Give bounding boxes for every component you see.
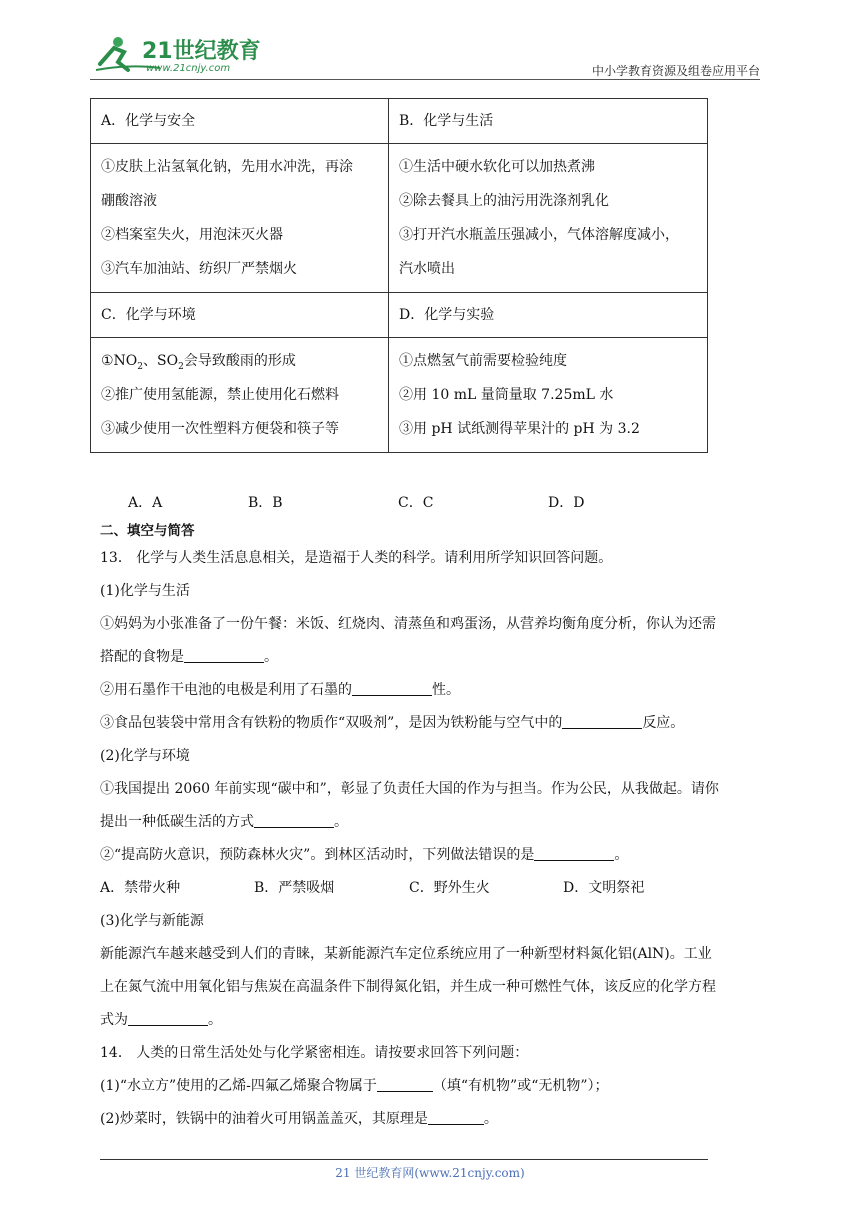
option-a-line: ③汽车加油站、纺织厂严禁烟火 [101, 261, 297, 277]
answer-blank[interactable] [377, 1077, 433, 1092]
21cnjy-logo [90, 34, 270, 76]
option-c-line: ②推广使用氢能源，禁止使用化石燃料 [101, 387, 339, 403]
option-d-line: ①点燃氢气前需要检验纯度 [399, 353, 567, 369]
q13-part3-title: (3)化学与新能源 [100, 913, 204, 929]
footer-link[interactable]: 21 世纪教育网(www.21cnjy.com) [335, 1166, 525, 1180]
answer-blank[interactable] [534, 846, 614, 861]
choice-b[interactable]: B．B [248, 495, 283, 511]
option-a-line: 硼酸溶液 [101, 193, 157, 209]
option-b-line: 汽水喷出 [399, 261, 455, 277]
answer-blank[interactable] [184, 648, 264, 663]
choice-c[interactable]: C．C [398, 495, 434, 511]
option-c-heading: C．化学与环境 [91, 293, 389, 338]
option-b-heading: B．化学与生活 [389, 99, 708, 144]
q13-part3-line1: 新能源汽车越来越受到人们的青睐，某新能源汽车定位系统应用了一种新型材料氮化铝(AlN)。工业 [100, 946, 712, 962]
option-a-body [91, 144, 389, 293]
question-content [100, 520, 762, 1136]
svg-text:www.21cnjy.com: www.21cnjy.com [146, 63, 231, 74]
answer-blank[interactable] [128, 1011, 208, 1026]
q14-part1: (1)“水立方”使用的乙烯-四氟乙烯聚合物属于 （填“有机物”或“无机物”）； [100, 1078, 609, 1094]
q13-part2-item1: ①我国提出 2060 年前实现“碳中和”，彰显了负责任大国的作为与担当。作为公民，从我做起。请你 [100, 781, 719, 797]
option-d-body [389, 338, 708, 453]
answer-blank[interactable] [352, 681, 432, 696]
option-c-line: $①NO_2$、$SO_2$会导致酸雨的形成 [101, 353, 296, 372]
option-d-heading: D．化学与实验 [389, 293, 708, 338]
option-b-body [389, 144, 708, 293]
q13-part1-item3: ③食品包装袋中常用含有铁粉的物质作“双吸剂”，是因为铁粉能与空气中的 反应。 [100, 715, 685, 731]
option-d-line: ③用 pH 试纸测得苹果汁的 pH 为 3.2 [399, 421, 640, 437]
q13-part3-line2: 上在氮气流中用氧化铝与焦炭在高温条件下制得氮化铝，并生成一种可燃性气体，该反应的化学方程 [100, 979, 716, 995]
choice-d[interactable]: D．D [548, 495, 585, 511]
option-b[interactable]: B．严禁吸烟 [254, 880, 335, 896]
answer-choices [128, 492, 688, 512]
q13-part2-item2: ②“提高防火意识，预防森林火灾”。到林区活动时，下列做法错误的是 。 [100, 847, 629, 863]
q13-part2-title: (2)化学与环境 [100, 748, 190, 764]
answer-blank[interactable] [562, 714, 642, 729]
answer-blank[interactable] [428, 1110, 484, 1125]
q14-part2: (2)炒菜时，铁锅中的油着火可用锅盖盖灭，其原理是 。 [100, 1111, 498, 1127]
svg-text:21世纪教育: 21世纪教育 [142, 39, 261, 64]
option-b-line: ②除去餐具上的油污用洗涤剂乳化 [399, 193, 609, 209]
q13-part1-item1-cont: 搭配的食物是 。 [100, 649, 278, 665]
q13-stem: 13． 化学与人类生活息息相关，是造福于人类的科学。请利用所学知识回答问题。 [100, 550, 613, 566]
q13-part1-item2: ②用石墨作干电池的电极是利用了石墨的 性。 [100, 682, 460, 698]
q14-stem: 14． 人类的日常生活处处与化学紧密相连。请按要求回答下列问题： [100, 1045, 529, 1061]
q13-part2-item1-cont: 提出一种低碳生活的方式 。 [100, 814, 348, 830]
option-b-line: ①生活中硬水软化可以加热煮沸 [399, 159, 595, 175]
option-b-line: ③打开汽水瓶盖压强减小，气体溶解度减小， [399, 227, 679, 243]
choice-a[interactable]: A．A [128, 495, 163, 511]
option-c-body [91, 338, 389, 453]
footer-divider [100, 1159, 708, 1160]
header-divider [90, 79, 760, 80]
option-d-line: ②用 10 mL 量筒量取 7.25mL 水 [399, 387, 614, 403]
option-c-line: ③减少使用一次性塑料方便袋和筷子等 [101, 421, 339, 437]
q13-part2-options [100, 872, 762, 905]
q13-part1-title: (1)化学与生活 [100, 583, 190, 599]
section-title: 二、填空与简答 [100, 523, 195, 539]
option-a-line: ②档案室失火，用泡沫灭火器 [101, 227, 283, 243]
q13-part3-line3: 式为 。 [100, 1012, 222, 1028]
option-d[interactable]: D．文明祭祀 [563, 880, 645, 896]
platform-name: 中小学教育资源及组卷应用平台 [591, 64, 760, 78]
q13-part1-item1: ①妈妈为小张准备了一份午餐：米饭、红烧肉、清蒸鱼和鸡蛋汤，从营养均衡角度分析，你认为还需 [100, 616, 716, 632]
option-table [90, 98, 708, 453]
option-a-heading: A．化学与安全 [91, 99, 389, 144]
option-a[interactable]: A．禁带火种 [100, 880, 181, 896]
page-header [90, 30, 760, 80]
option-c[interactable]: C．野外生火 [409, 880, 490, 896]
option-a-line: ①皮肤上沾氢氧化钠，先用水冲洗，再涂 [101, 159, 353, 175]
answer-blank[interactable] [254, 813, 334, 828]
